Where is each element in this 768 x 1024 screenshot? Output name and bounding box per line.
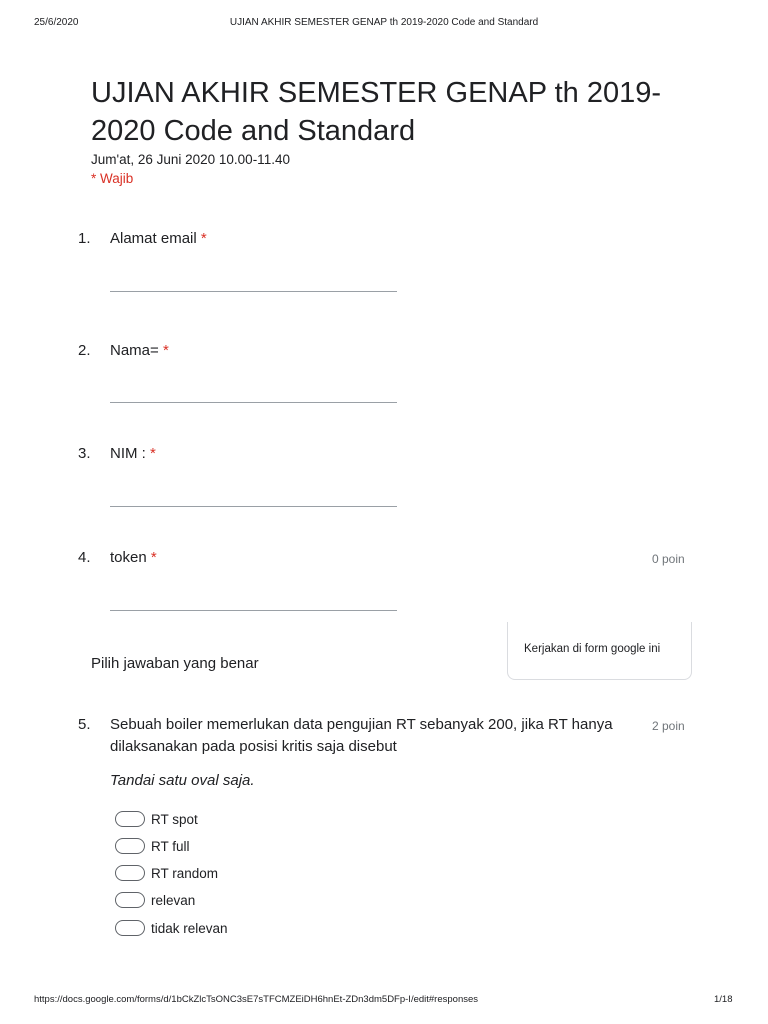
oval-radio[interactable] [115, 920, 145, 936]
form-title [91, 74, 691, 150]
print-footer-url: https://docs.google.com/forms/d/1bCkZlcTsONC3sE7sTFCMZEiDH6hnEt-ZDn3dm5DFp-I/edit#responses [34, 994, 479, 1005]
section-note: Kerjakan di form google ini [524, 643, 661, 655]
instruction-text: Tandai satu oval saja. [110, 772, 255, 789]
question-label [110, 342, 169, 359]
token-field[interactable] [110, 610, 397, 611]
form-title-line-1: UJIAN AKHIR SEMESTER GENAP th 2019- [91, 77, 661, 109]
form-description: Jum'at, 26 Juni 2020 10.00-11.40 [91, 152, 290, 167]
radio-option[interactable] [115, 919, 228, 937]
form-title-line-2: 2020 Code and Standard [91, 115, 416, 147]
question-label-text: Alamat email [110, 230, 197, 247]
section-title: Pilih jawaban yang benar [91, 655, 259, 672]
print-doc-title: UJIAN AKHIR SEMESTER GENAP th 2019-2020 Code and Standard [229, 17, 539, 28]
print-page-number: 1/18 [714, 994, 733, 1005]
required-note: * Wajib [91, 171, 134, 186]
oval-radio[interactable] [115, 838, 145, 854]
question-number: 1. [78, 230, 91, 247]
radio-option[interactable] [115, 891, 195, 909]
question-number: 2. [78, 342, 91, 359]
points-label: 2 poin [652, 719, 685, 733]
question-label-text: token [110, 549, 147, 566]
section-note-box [507, 622, 692, 680]
question-number: 5. [78, 716, 91, 733]
question-label-text: Nama= [110, 342, 159, 359]
radio-option[interactable] [115, 810, 198, 828]
oval-radio[interactable] [115, 892, 145, 908]
question-number: 4. [78, 549, 91, 566]
question-label [110, 549, 157, 566]
question-number: 3. [78, 445, 91, 462]
required-star: * [200, 230, 207, 247]
points-label: 0 poin [652, 552, 685, 566]
name-field[interactable] [110, 402, 397, 403]
question-label-text: NIM : [110, 445, 146, 462]
oval-radio[interactable] [115, 865, 145, 881]
email-field[interactable] [110, 291, 397, 292]
oval-radio[interactable] [115, 811, 145, 827]
radio-option[interactable] [115, 864, 218, 882]
question-label [110, 230, 207, 247]
question-label [110, 445, 156, 462]
print-date: 25/6/2020 [34, 17, 79, 28]
required-star: * [162, 342, 169, 359]
nim-field[interactable] [110, 506, 397, 507]
radio-option[interactable] [115, 837, 190, 855]
option-label: RT spot [151, 811, 198, 827]
required-star: * [150, 445, 156, 462]
option-label: RT random [151, 865, 219, 881]
option-label: tidak relevan [151, 920, 228, 936]
option-label: relevan [151, 892, 196, 908]
option-label: RT full [151, 838, 190, 854]
question-text: Sebuah boiler memerlukan data pengujian RT sebanyak 200, jika RT hanya dilaksanakan pada posisi kritis saja disebut [110, 716, 613, 755]
required-star: * [150, 549, 157, 566]
